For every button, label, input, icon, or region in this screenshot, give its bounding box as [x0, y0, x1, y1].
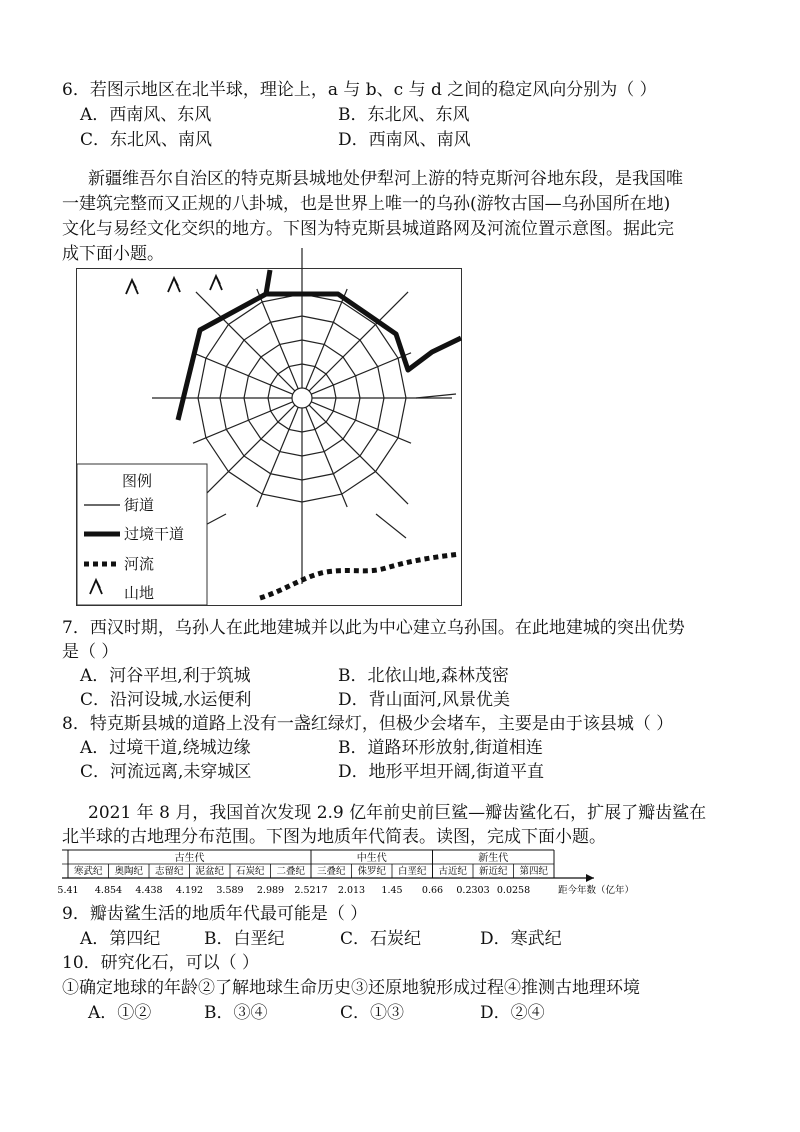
legend-title: 图例 [122, 472, 153, 490]
q8-option-c: C．河流远离,未穿城区 [80, 762, 252, 782]
tick-label: 2.013 [337, 885, 366, 896]
period-label: 第四纪 [519, 866, 549, 877]
period-label: 侏罗纪 [357, 866, 387, 877]
tick-label: 4.438 [135, 885, 163, 896]
q7-stem-line1: 7．西汉时期，乌孙人在此地建城并以此为中心建立乌孙国。在此地建城的突出优势 [62, 618, 685, 638]
tick-label: 4.192 [175, 885, 204, 896]
passage2-line1: 2021 年 8 月，我国首次发现 2.9 亿年前史前巨鲨—瓣齿鲨化石，扩展了瓣齿鲨在 [88, 803, 707, 823]
passage2-line2: 北半球的古地理分布范围。下图为地质年代简表。读图，完成下面小题。 [62, 827, 606, 847]
q9-option-c: C．石炭纪 [340, 929, 422, 949]
period-label: 三叠纪 [316, 866, 346, 877]
q10-option-b: B．③④ [204, 1003, 268, 1023]
timeline-unit-label: 距今年数（亿年） [558, 885, 635, 896]
q6-option-c: C．东北风、南风 [80, 130, 213, 150]
q8-option-a: A．过境干道,绕城边缘 [80, 738, 251, 758]
passage1-line4: 成下面小题。 [62, 244, 164, 264]
q10-stem: 10．研究化石，可以（ ） [62, 953, 260, 973]
period-label: 白垩纪 [397, 866, 427, 877]
period-label: 志留纪 [154, 866, 184, 877]
q7-option-b: B．北依山地,森林茂密 [338, 666, 509, 686]
legend-street: 街道 [124, 496, 155, 514]
passage1-line2: 一建筑完整而又正规的八卦城，也是世界上唯一的乌孙(游牧古国—乌孙国所在地) [62, 194, 671, 214]
q9-option-a: A．第四纪 [80, 929, 161, 949]
tick-label: 2.989 [256, 885, 285, 896]
passage1-line3: 文化与易经文化交织的地方。下图为特克斯县城道路网及河流位置示意图。据此完 [62, 219, 674, 239]
q10-items: ①确定地球的年龄②了解地球生命历史③还原地貌形成过程④推测古地理环境 [62, 978, 640, 998]
q7-option-a: A．河谷平坦,利于筑城 [80, 666, 251, 686]
legend-river: 河流 [124, 555, 155, 573]
q8-option-d: D．地形平坦开阔,街道平直 [338, 762, 545, 782]
era-label: 新生代 [478, 853, 509, 864]
passage1-line1: 新疆维吾尔自治区的特克斯县城地处伊犁河上游的特克斯河谷地东段，是我国唯 [88, 169, 683, 189]
period-label: 泥盆纪 [195, 866, 225, 877]
geologic-timeline [57, 846, 635, 898]
period-label: 二叠纪 [276, 866, 306, 877]
tick-label: 3.589 [216, 885, 244, 896]
period-label: 寒武纪 [73, 866, 103, 877]
period-label: 奥陶纪 [114, 866, 144, 877]
q10-option-a: A．①② [88, 1003, 152, 1023]
q7-option-c: C．沿河设城,水运便利 [80, 690, 252, 710]
q9-option-b: B．白垩纪 [204, 929, 285, 949]
period-label: 新近纪 [478, 866, 508, 877]
tick-label: 0.0258 [496, 885, 531, 896]
legend-highway: 过境干道 [124, 525, 185, 543]
q7-option-d: D．背山面河,风景优美 [338, 690, 511, 710]
q7-stem-line2: 是（ ） [62, 642, 119, 662]
legend-mountain: 山地 [124, 584, 155, 602]
q8-stem: 8．特克斯县城的道路上没有一盏红绿灯，但极少会堵车，主要是由于该县城（ ） [62, 714, 674, 734]
q6-stem: 6．若图示地区在北半球，理论上，a 与 b、c 与 d 之间的稳定风向分别为（ ） [62, 80, 657, 100]
tick-label: 4.854 [94, 885, 123, 896]
era-label: 古生代 [174, 853, 205, 864]
q9-option-d: D．寒武纪 [480, 929, 562, 949]
tick-label: 5.41 [57, 885, 79, 896]
q6-option-d: D．西南风、南风 [338, 130, 471, 150]
tick-label: 0.2303 [456, 885, 490, 896]
axis-arrow [586, 874, 594, 882]
tick-label: 2.5217 [294, 885, 328, 896]
q10-option-d: D．②④ [480, 1003, 545, 1023]
q6-option-b: B．东北风、东风 [338, 105, 470, 125]
era-label: 中生代 [356, 853, 387, 864]
tick-label: 0.66 [421, 885, 444, 896]
period-label: 石炭纪 [235, 866, 265, 877]
q8-option-b: B．道路环形放射,街道相连 [338, 738, 543, 758]
q9-stem: 9．瓣齿鲨生活的地质年代最可能是（ ） [62, 904, 368, 924]
town-road-map [76, 268, 462, 606]
q10-option-c: C．①③ [340, 1003, 405, 1023]
q6-option-a: A．西南风、东风 [80, 105, 212, 125]
period-label: 古近纪 [438, 866, 468, 877]
tick-label: 1.45 [381, 885, 403, 896]
